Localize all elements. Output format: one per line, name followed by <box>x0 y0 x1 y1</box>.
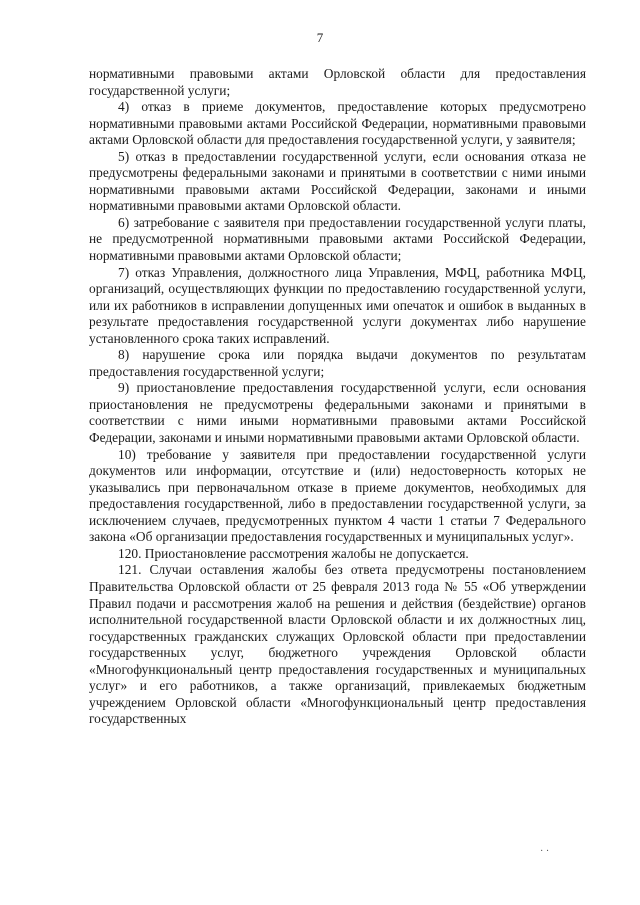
paragraph-item-8: 8) нарушение срока или порядка выдачи документов по результатам предоставления государственной услуги; <box>89 347 586 379</box>
page-number: 7 <box>316 30 324 45</box>
paragraph-clause-121: 121. Случаи оставления жалобы без ответа предусмотрены постановлением Правительства Орловской области от 25 февраля 2013 года № 55 «Об утверждении Правил подачи и рассмотрения жалоб на решения и действия (бездействие) органов исполнительной государственной власти Орловской области и их должностных лиц, государственных гражданских служащих Орловской области при предоставлении государственных услуг, бюджетного учреждения Орловской области «Многофункциональный центр предоставления государственных и муниципальных услуг» и его работников, а также организаций, привлекаемых бюджетным учреждением Орловской области «Многофункциональный центр предоставления государственных <box>89 562 586 727</box>
paragraph-item-4: 4) отказ в приеме документов, предоставление которых предусмотрено нормативными правовыми актами Российской Федерации, нормативными правовыми актами Орловской области для предоставления государственной услуги, у заявителя; <box>89 99 586 148</box>
scan-artifact-dots: · · <box>540 846 550 857</box>
paragraph-item-6: 6) затребование с заявителя при предоставлении государственной услуги платы, не предусмотренной нормативными правовыми актами Российской Федерации, нормативными правовыми актами Орловской области; <box>89 214 586 264</box>
paragraph-item-5: 5) отказ в предоставлении государственной услуги, если основания отказа не предусмотрены федеральными законами и принятыми в соответствии с ними иными нормативными правовыми актами Российской Федерации, законами и иными нормативными правовыми актами Орловской области. <box>89 148 586 214</box>
paragraph-item-7: 7) отказ Управления, должностного лица Управления, МФЦ, работника МФЦ, организаций, осуществляющих функции по предоставлению государственной услуги, или их работников в исправлении допущенных ими опечаток и ошибок в выданных в результате предоставления государственной услуги документах либо нарушение установленного срока таких исправлений. <box>89 264 586 346</box>
document-body <box>89 66 586 728</box>
paragraph-continuation: нормативными правовыми актами Орловской области для предоставления государственной услуги; <box>89 66 586 98</box>
paragraph-clause-120: 120. Приостановление рассмотрения жалобы не допускается. <box>118 545 469 561</box>
paragraph-item-10: 10) требование у заявителя при предоставлении государственной услуги документов или информации, отсутствие и (или) недостоверность которых не указывались при первоначальном отказе в приеме документов, необходимых для предоставления государственной, либо в предоставлении государственной услуги, за исключением случаев, предусмотренных пунктом 4 части 1 статьи 7 Федерального закона «Об организации предоставления государственных и муниципальных услуг». <box>89 446 586 545</box>
paragraph-item-9: 9) приостановление предоставления государственной услуги, если основания приостановления не предусмотрены федеральными законами и принятыми в соответствии с ними иными нормативными правовыми актами Российской Федерации, законами и иными нормативными правовыми актами Орловской области. <box>89 380 586 446</box>
